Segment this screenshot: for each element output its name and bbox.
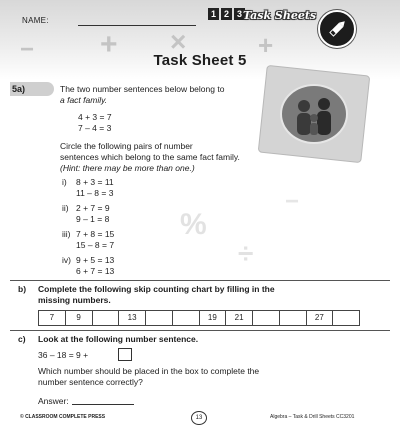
q5a-instruction: sentences which belong to the same fact family.	[60, 152, 240, 162]
name-field-line[interactable]	[78, 25, 196, 26]
q5a-hint: (Hint: there may be more than one.)	[60, 163, 195, 173]
chart-cell-blank[interactable]	[333, 311, 359, 325]
name-label: NAME:	[22, 16, 49, 25]
q5a-intro-italic: a fact family.	[60, 95, 108, 105]
section-divider	[10, 330, 390, 331]
chart-cell: 19	[200, 311, 227, 325]
pair-line[interactable]: 7 + 8 = 15	[76, 229, 115, 239]
chart-cell: 21	[226, 311, 253, 325]
q5a-intro: The two number sentences below belong to	[60, 84, 225, 94]
question-label-b: b)	[18, 284, 27, 294]
publisher-text: © CLASSROOM COMPLETE PRESS	[20, 414, 106, 420]
q5c-question: number sentence correctly?	[38, 377, 143, 387]
plus-icon: +	[100, 28, 118, 61]
page-title: Task Sheet 5	[153, 52, 247, 69]
chart-cell-blank[interactable]	[280, 311, 307, 325]
logo-digit: 2	[221, 8, 232, 20]
section-divider	[10, 280, 390, 281]
question-label-5a: 5a)	[10, 82, 54, 96]
plus-icon: +	[258, 30, 274, 60]
answer-line[interactable]	[72, 404, 134, 405]
chart-cell: 7	[39, 311, 66, 325]
pair-number: i)	[62, 177, 67, 187]
q5c-question: Which number should be placed in the box to complete the	[38, 366, 260, 376]
number-sentence: 36 – 18 = 9 +	[38, 350, 89, 360]
logo-digit: 3	[234, 8, 245, 20]
pair-number: iv)	[62, 255, 71, 265]
fact-line: 4 + 3 = 7	[78, 112, 112, 122]
answer-box[interactable]	[118, 348, 132, 361]
minus-icon: −	[285, 188, 300, 215]
chart-cell-blank[interactable]	[173, 311, 200, 325]
chart-cell: 13	[119, 311, 146, 325]
pair-line[interactable]: 2 + 7 = 9	[76, 203, 110, 213]
minus-icon: −	[20, 36, 35, 63]
logo-digit: 1	[208, 8, 219, 20]
family-image	[280, 84, 348, 144]
answer-label: Answer:	[38, 396, 69, 406]
pair-line[interactable]: 11 – 8 = 3	[76, 188, 114, 198]
pair-line[interactable]: 6 + 7 = 13	[76, 266, 115, 276]
pair-number: ii)	[62, 203, 69, 213]
pair-line[interactable]: 15 – 8 = 7	[76, 240, 115, 250]
times-icon: ×	[170, 26, 187, 57]
logo-digits	[208, 8, 245, 20]
question-label-c: c)	[18, 334, 26, 344]
skip-counting-chart	[38, 310, 360, 326]
chart-cell-blank[interactable]	[93, 311, 120, 325]
pair-line[interactable]: 9 – 1 = 8	[76, 214, 110, 224]
percent-icon: %	[180, 208, 207, 241]
chart-cell-blank[interactable]	[146, 311, 173, 325]
q5a-instruction: Circle the following pairs of number	[60, 141, 193, 151]
divide-icon: ÷	[238, 238, 254, 269]
page-number: 13	[191, 411, 207, 425]
pair-line[interactable]: 8 + 3 = 11	[76, 177, 114, 187]
fact-line: 7 – 4 = 3	[78, 123, 112, 133]
chart-cell: 9	[66, 311, 93, 325]
chart-cell-blank[interactable]	[253, 311, 280, 325]
q5b-text: Complete the following skip counting chart by filling in the	[38, 284, 275, 294]
pencil-icon	[318, 10, 356, 48]
pair-line[interactable]: 9 + 5 = 13	[76, 255, 115, 265]
q5b-text: missing numbers.	[38, 295, 111, 305]
logo-text: Task Sheets	[243, 9, 317, 22]
pair-number: iii)	[62, 229, 71, 239]
book-title: Algebra – Task & Drill Sheets CC3201	[270, 414, 355, 420]
chart-cell: 27	[307, 311, 334, 325]
q5c-text: Look at the following number sentence.	[38, 334, 199, 344]
